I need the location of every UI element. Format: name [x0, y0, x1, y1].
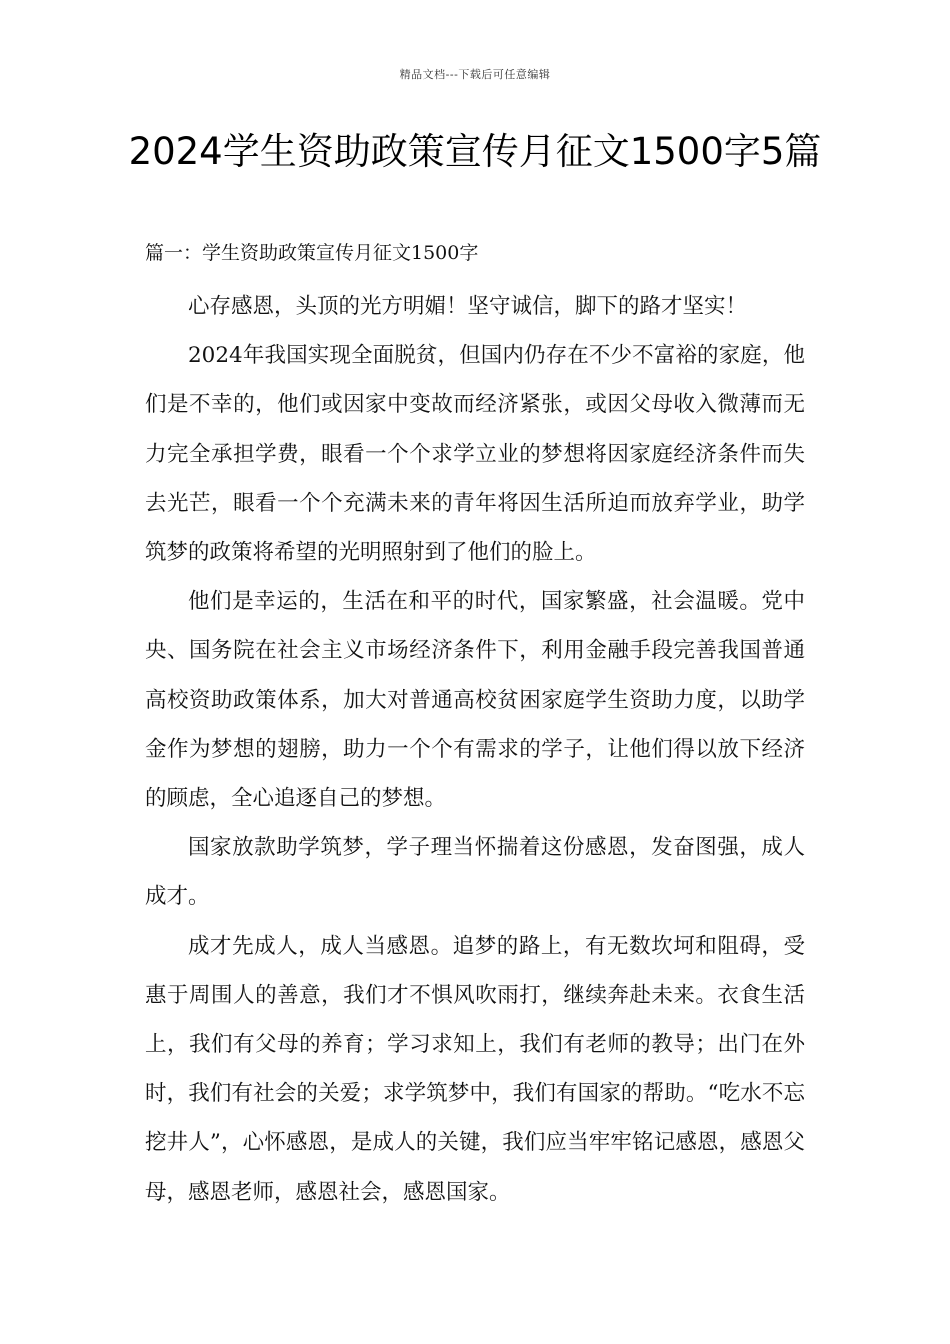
paragraph: 成才先成人，成人当感恩。追梦的路上，有无数坎坷和阻碍，受惠于周围人的善意，我们才不惧风吹雨打，继续奔赴未来。衣食生活上，我们有父母的养育；学习求知上，我们有老师的教导；出门在外时，我们有社会的关爱；求学筑梦中，我们有国家的帮助。“吃水不忘挖井人”，心怀感恩，是成人的关键，我们应当牢牢铭记感恩，感恩父母，感恩老师，感恩社会，感恩国家。: [145, 933, 805, 1205]
section-heading: 篇一：学生资助政策宣传月征文1500字: [145, 242, 479, 264]
paragraph: 他们是幸运的，生活在和平的时代，国家繁盛，社会温暖。党中央、国务院在社会主义市场经济条件下，利用金融手段完善我国普通高校资助政策体系，加大对普通高校贫困家庭学生资助力度，以助学金作为梦想的翅膀，助力一个个有需求的学子，让他们得以放下经济的顾虑，全心追逐自己的梦想。: [145, 589, 805, 812]
document-title: 2024学生资助政策宣传月征文1500字5篇: [128, 130, 822, 173]
body-text: [145, 282, 805, 1217]
header-note: 精品文档---下载后可任意编辑: [399, 68, 551, 81]
paragraph: 国家放款助学筑梦，学子理当怀揣着这份感恩，发奋图强，成人成才。: [145, 835, 805, 910]
paragraph: 心存感恩，头顶的光方明媚！坚守诚信，脚下的路才坚实！: [188, 294, 748, 319]
paragraph: 2024年我国实现全面脱贫，但国内仍存在不少不富裕的家庭，他们是不幸的，他们或因家中变故而经济紧张，或因父母收入微薄而无力完全承担学费，眼看一个个求学立业的梦想将因家庭经济条件而失去光芒，眼看一个个充满未来的青年将因生活所迫而放弃学业，助学筑梦的政策将希望的光明照射到了他们的脸上。: [145, 343, 805, 566]
